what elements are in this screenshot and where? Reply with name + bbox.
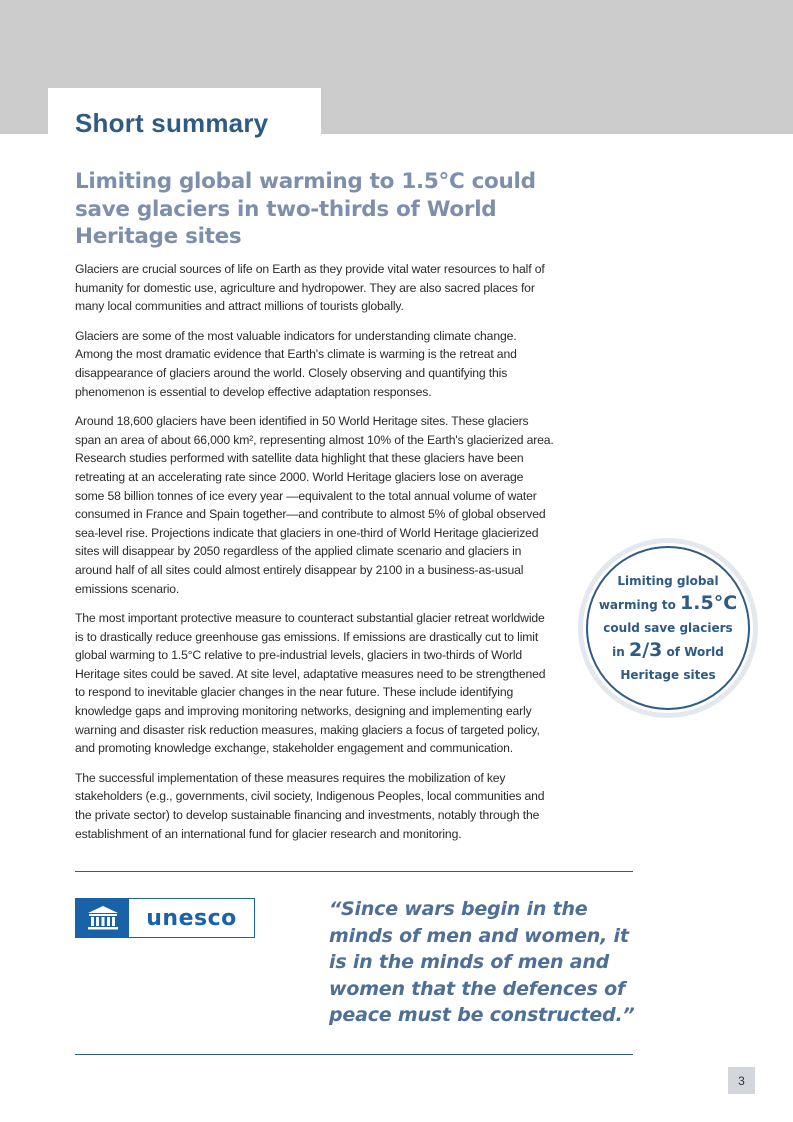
callout-line-5: Heritage sites	[620, 667, 716, 682]
callout-line-2: warming to	[598, 598, 676, 613]
paragraph-4: The most important protective measure to counteract substantial glacier retreat worldwide is to drastically reduce greenhouse gas emissions. If emissions are drastically cut to limit global warming to 1.5°C relative to pre-industrial levels, glaciers in two-thirds of World Heritage sites could be saved. At site level, adaptative measures need to be strengthened to respond to inevitable glacier changes in the near future. These include identifying knowledge gaps and improving monitoring networks, designing and implementing early warning and disaster risk reduction measures, making glaciers a focus of targeted policy, and promoting knowledge exchange, stakeholder engagement and communication.	[75, 611, 546, 756]
temple-icon	[76, 899, 129, 937]
top-divider	[75, 871, 633, 872]
callout-inner-ring	[586, 546, 750, 710]
paragraph-2: Glaciers are some of the most valuable indicators for understanding climate change. Among the most dramatic evidence that Earth's climate is warming is the retreat and disappearance of glaciers around the world. Closely observing and quantifying this phenomenon is essential to develop effective adaptation responses.	[75, 328, 517, 399]
callout-line-3: could save glaciers	[603, 620, 733, 635]
quote: “Since wars begin in the minds of men and women, it is in the minds of men and women that the defences of peace must be constructed.”	[329, 898, 635, 1026]
page-number: 3	[728, 1067, 755, 1094]
section-title: Short summary	[75, 108, 269, 138]
body-text	[75, 260, 555, 854]
callout-line-4-end: of World	[666, 645, 724, 660]
callout-highlight-temperature: 1.5°C	[680, 592, 738, 615]
unesco-logo	[75, 898, 255, 938]
headline: Limiting global warming to 1.5°C could save glaciers in two-thirds of World Heritage sites	[75, 169, 536, 249]
paragraph-1: Glaciers are crucial sources of life on Earth as they provide vital water resources to half of humanity for domestic use, agriculture and hydropower. They are also sacred places for many local communities and attract millions of tourists globally.	[75, 262, 545, 314]
callout-line-4: in	[612, 645, 625, 660]
callout-line-1: Limiting global	[617, 573, 719, 588]
callout-highlight-fraction: 2/3	[628, 639, 663, 662]
paragraph-3: Around 18,600 glaciers have been identified in 50 World Heritage sites. These glaciers span an area of about 66,000 km², representing almost 10% of the Earth's glacierized area. Research studies performed with satellite data highlight that these glaciers have been retreating at an accelerating rate since 2000. World Heritage glaciers lose on average some 58 billion tonnes of ice every year —equivalent to the total annual volume of water consumed in France and Spain together—and contribute to almost 5% of global observed sea-level rise. Projections indicate that glaciers in one-third of World Heritage glacierized sites will disappear by 2050 regardless of the applied climate scenario and glaciers in around half of all sites could almost entirely disappear by 2100 in a business-as-usual emissions scenario.	[75, 414, 554, 596]
paragraph-5: The successful implementation of these measures requires the mobilization of key stakeholders (e.g., governments, civil society, Indigenous Peoples, local communities and the private sector) to develop sustainable financing and investments, notably through the establishment of an international fund for glacier research and monitoring.	[75, 770, 545, 841]
callout-circle	[578, 538, 758, 718]
logo-wordmark: unesco	[146, 905, 237, 931]
bottom-divider	[75, 1054, 633, 1055]
callout-text	[599, 570, 737, 687]
